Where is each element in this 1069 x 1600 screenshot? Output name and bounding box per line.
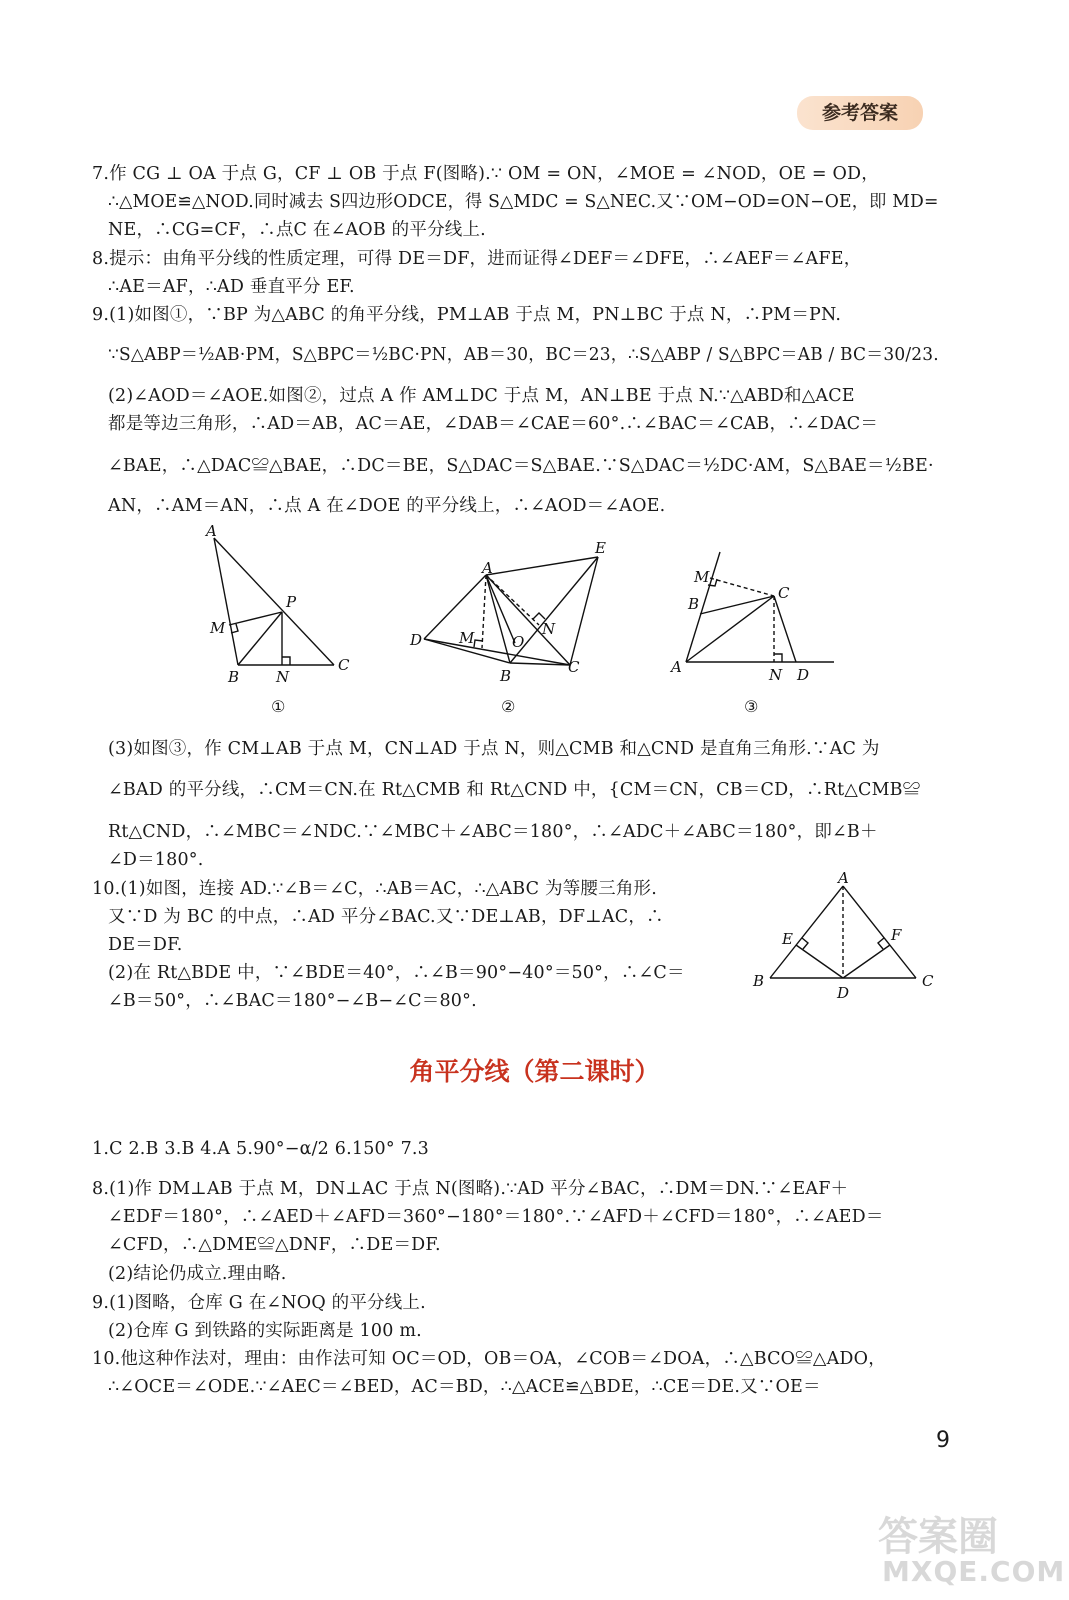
text-line: AN，∴AM＝AN，∴点 A 在∠DOE 的平分线上，∴∠AOD＝∠AOE. [108,496,666,516]
point-label-a: A [206,522,217,540]
point-label-b: B [500,667,512,685]
point-label-m: M [210,619,226,637]
figure-2-caption: ② [501,697,516,716]
text-line: (2)仓库 G 到铁路的实际距离是 100 m. [108,1321,422,1341]
text-line: 8.(1)作 DM⊥AB 于点 M，DN⊥AC 于点 N(图略).∵AD 平分∠BAC，∴DM＝DN.∵∠EAF＋ [92,1179,849,1199]
figure-1 [196,520,366,695]
text-line: ∠D＝180°. [108,850,204,870]
text-line: 都是等边三角形，∴AD＝AB，AC＝AE，∠DAB＝∠CAE＝60°.∴∠BAC＝∠CAB，∴∠DAC＝ [108,414,879,434]
point-label-a: A [482,559,493,577]
text-line: ∴△MOE≌△NOD.同时减去 S四边形ODCE，得 S△MDC = S△NEC.又∵OM−OD=ON−OE，即 MD= [108,192,939,212]
text-line: ∠CFD，∴△DME≌△DNF，∴DE＝DF. [108,1235,441,1255]
watermark-line-1: 答案圈 [878,1514,998,1560]
text-line: ∠BAD 的平分线，∴CM＝CN.在 Rt△CMB 和 Rt△CND 中，{CM＝CN，CB＝CD，∴Rt△CMB≌ [108,780,921,800]
text-line: 9.(1)如图①，∵BP 为△ABC 的角平分线，PM⊥AB 于点 M，PN⊥BC 于点 N，∴PM＝PN. [92,305,842,325]
point-label-d: D [410,631,423,649]
text-line: (3)如图③，作 CM⊥AB 于点 M，CN⊥AD 于点 N，则△CMB 和△CND 是直角三角形.∵AC 为 [108,739,880,759]
point-label-e: E [595,539,606,557]
text-line: ∠BAE，∴△DAC≌△BAE，∴DC＝BE，S△DAC＝S△BAE.∵S△DAC＝½DC·AM，S△BAE＝½BE· [108,456,934,476]
text-line: (2)结论仍成立.理由略. [108,1264,287,1284]
point-label-c: C [922,972,934,990]
text-line: ∵S△ABP＝½AB·PM，S△BPC＝½BC·PN，AB＝30，BC＝23，∴S△ABP / S△BPC＝AB / BC＝30/23. [108,345,939,365]
point-label-b: B [228,668,240,686]
text-line: ∴AE＝AF，∴AD 垂直平分 EF. [108,277,355,297]
point-label-a: A [671,658,682,676]
point-label-c: C [778,584,790,602]
point-label-c: C [568,658,580,676]
point-label-f: F [891,926,902,944]
text-line: ∴∠OCE＝∠ODE.∵∠AEC＝∠BED，AC＝BD，∴△ACE≌△BDE，∴CE＝DE.又∵OE＝ [108,1377,821,1397]
point-label-b: B [753,972,765,990]
point-label-m: M [694,568,710,586]
text-line: ∠B＝50°，∴∠BAC＝180°−∠B−∠C＝80°. [108,991,477,1011]
point-label-p: P [286,593,297,611]
text-line: Rt△CND，∴∠MBC＝∠NDC.∵∠MBC＋∠ABC＝180°，∴∠ADC＋∠ABC＝180°，即∠B＋ [108,822,878,842]
text-line: NE，∴CG=CF，∴点C 在∠AOB 的平分线上. [108,220,486,240]
figure-4 [748,872,944,1004]
figure-2 [402,535,622,690]
text-line: 7.作 CG ⊥ OA 于点 G，CF ⊥ OB 于点 F(图略).∵ OM = ON，∠MOE = ∠NOD，OE = OD， [92,164,879,184]
figure-3 [666,548,846,688]
point-label-o: O [512,633,525,651]
text-line: 8.提示：由角平分线的性质定理，可得 DE＝DF，进而证得∠DEF＝∠DFE，∴∠AEF＝∠AFE， [92,249,862,269]
point-label-m: M [459,629,475,647]
answer-key-badge: 参考答案 [797,96,923,130]
text-line: (2)∠AOD＝∠AOE.如图②，过点 A 作 AM⊥DC 于点 M，AN⊥BE 于点 N.∵△ABD和△ACE [108,386,855,406]
watermark-logo [878,1505,1066,1595]
point-label-d: D [797,666,810,684]
text-line: ∠EDF＝180°，∴∠AED＋∠AFD＝360°−180°＝180°.∵∠AFD＋∠CFD＝180°，∴∠AED＝ [108,1207,884,1227]
page-number: 9 [936,1428,950,1453]
text-line: 10.(1)如图，连接 AD.∵∠B＝∠C，∴AB＝AC，∴△ABC 为等腰三角形. [92,879,657,899]
figure-1-caption: ① [271,697,286,716]
point-label-c: C [338,656,350,674]
figure-3-caption: ③ [744,697,759,716]
watermark-line-2: MXQE.COM [882,1555,1066,1588]
text-line: 1.C 2.B 3.B 4.A 5.90°−α/2 6.150° 7.3 [92,1139,430,1159]
text-line: (2)在 Rt△BDE 中，∵∠BDE＝40°，∴∠B＝90°−40°＝50°，∴∠C＝ [108,963,685,983]
point-label-b: B [688,595,700,613]
point-label-a: A [838,872,849,887]
point-label-n: N [276,668,290,686]
text-line: DE＝DF. [108,935,183,955]
point-label-e: E [782,930,793,948]
text-line: 9.(1)图略，仓库 G 在∠NOQ 的平分线上. [92,1293,426,1313]
section-title: 角平分线（第二课时） [409,1057,660,1086]
point-label-d: D [837,984,850,1002]
point-label-n: N [769,666,783,684]
text-line: 10.他这种作法对，理由：由作法可知 OC＝OD，OB＝OA，∠COB＝∠DOA，∴△BCO≌△ADO， [92,1349,886,1369]
point-label-n: N [542,620,556,638]
text-line: 又∵D 为 BC 的中点，∴AD 平分∠BAC.又∵DE⊥AB，DF⊥AC，∴ [108,907,664,927]
